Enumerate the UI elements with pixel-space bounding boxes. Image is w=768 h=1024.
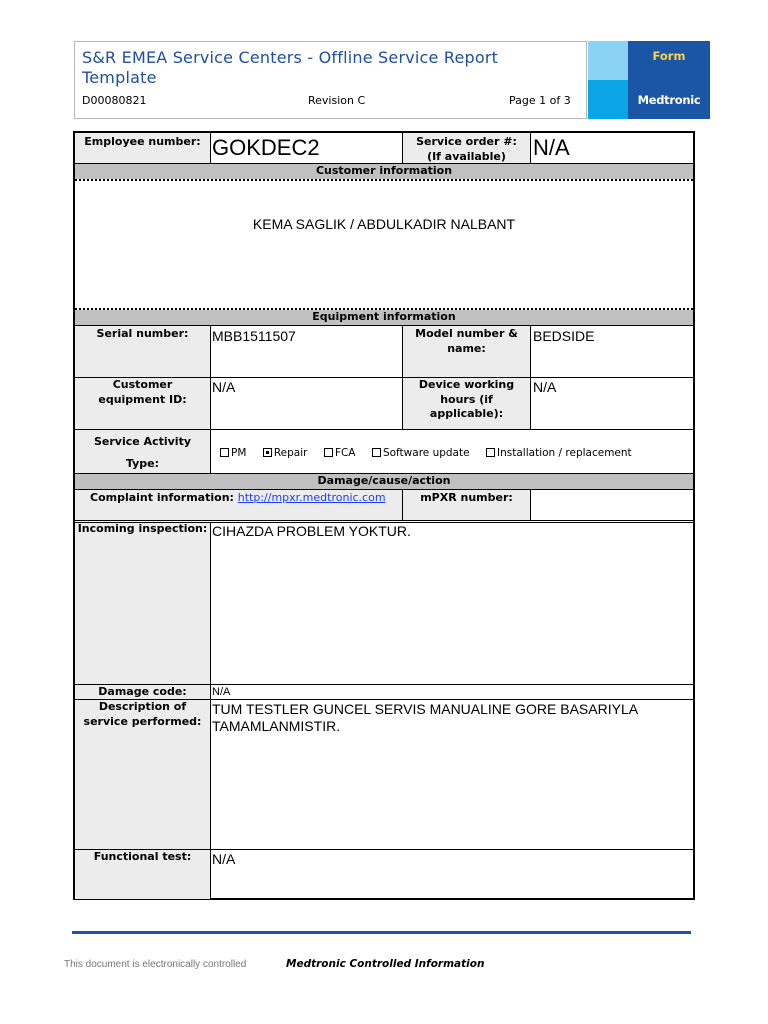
service-order-label: Service order #: (If available) — [416, 135, 517, 163]
customer-equipment-id-field[interactable]: N/A — [212, 379, 236, 395]
repair-checkbox[interactable] — [263, 448, 272, 457]
brand-name: Medtronic — [637, 93, 701, 107]
serial-number-label: Serial number: — [96, 327, 189, 340]
document-id: D00080821 — [82, 94, 147, 107]
repair-option[interactable]: Repair — [263, 447, 308, 459]
pm-checkbox[interactable] — [220, 448, 229, 457]
footer-control-note: This document is electronically controlled — [64, 959, 247, 970]
footer-divider — [72, 931, 691, 934]
customer-information-header: Customer information — [75, 164, 693, 179]
description-of-service-label: Description of service performed: — [83, 700, 202, 728]
description-of-service-field[interactable]: TUM TESTLER GUNCEL SERVIS MANUALINE GORE BASARIYLA TAMAMLANMISTIR. — [212, 701, 638, 734]
document-revision: Revision C — [308, 94, 366, 107]
software-update-checkbox[interactable] — [372, 448, 381, 457]
equipment-information-header: Equipment information — [75, 310, 693, 325]
medtronic-logo — [588, 41, 710, 119]
logo-mid-block — [588, 80, 628, 119]
installation-checkbox[interactable] — [486, 448, 495, 457]
service-activity-type-label: Service Activity Type: — [94, 435, 191, 470]
damage-code-label: Damage code: — [98, 685, 187, 698]
serial-number-field[interactable]: MBB1511507 — [212, 328, 296, 344]
document-header — [74, 41, 587, 119]
device-working-hours-label: Device working hours (if applicable): — [418, 378, 515, 420]
fca-checkbox[interactable] — [324, 448, 333, 457]
service-report-form — [73, 131, 695, 900]
damage-cause-action-header: Damage/cause/action — [75, 474, 693, 489]
customer-equipment-id-label: Customer equipment ID: — [98, 378, 187, 406]
software-update-option[interactable]: Software update — [372, 447, 470, 459]
pm-option[interactable]: PM — [220, 447, 246, 459]
page-number: Page 1 of 3 — [509, 94, 571, 107]
model-number-field[interactable]: BEDSIDE — [533, 328, 595, 344]
fca-option[interactable]: FCA — [324, 447, 356, 459]
form-label: Form — [652, 49, 686, 63]
complaint-link[interactable]: http://mpxr.medtronic.com — [237, 491, 386, 504]
customer-name-field[interactable]: KEMA SAGLIK / ABDULKADIR NALBANT — [252, 216, 516, 232]
service-activity-options — [220, 443, 644, 461]
mpxr-number-label: mPXR number: — [420, 491, 513, 504]
service-order-field[interactable]: N/A — [533, 135, 570, 160]
functional-test-field[interactable]: N/A — [212, 851, 236, 867]
incoming-inspection-label: Incoming inspection: — [77, 522, 208, 535]
employee-number-label: Employee number: — [84, 135, 201, 148]
complaint-information-label: Complaint information: http://mpxr.medtronic.com — [90, 491, 386, 504]
damage-code-field[interactable]: N/A — [212, 686, 231, 698]
incoming-inspection-field[interactable]: CIHAZDA PROBLEM YOKTUR. — [212, 523, 411, 539]
device-working-hours-field[interactable]: N/A — [533, 379, 557, 395]
logo-light-block — [588, 41, 628, 80]
document-title: S&R EMEA Service Centers - Offline Service Report Template — [82, 48, 499, 87]
footer-classification: Medtronic Controlled Information — [286, 958, 485, 970]
installation-option[interactable]: Installation / replacement — [486, 447, 632, 459]
model-number-label: Model number & name: — [415, 327, 518, 355]
employee-number-field[interactable]: GOKDEC2 — [212, 135, 320, 160]
functional-test-label: Functional test: — [93, 850, 192, 863]
